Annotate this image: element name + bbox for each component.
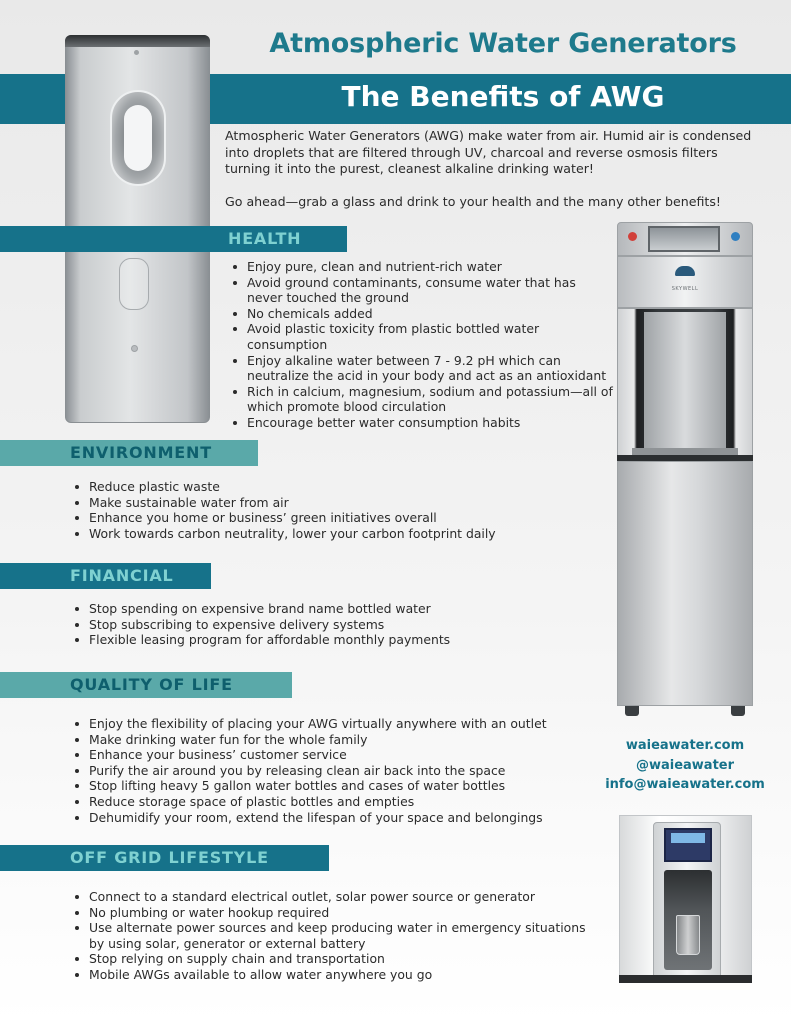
- hot-water-button-icon: [628, 232, 637, 241]
- glass-cup-icon: [676, 915, 700, 955]
- section-bar-offgrid: [0, 845, 329, 871]
- dispenser-upper-panel: [617, 256, 753, 308]
- list-item: Work towards carbon neutrality, lower your carbon footprint daily: [72, 526, 602, 542]
- list-item: Connect to a standard electrical outlet, solar power source or generator: [72, 889, 592, 905]
- list-item: Avoid plastic toxicity from plastic bottled water consumption: [230, 321, 615, 352]
- dispenser-cabinet: [617, 461, 753, 706]
- list-item: Enjoy alkaline water between 7 - 9.2 pH which can neutralize the acid in your body and act as an antioxidant: [230, 353, 615, 384]
- list-item: Enhance your business’ customer service: [72, 747, 612, 763]
- page-subtitle: The Benefits of AWG: [341, 80, 665, 113]
- dispenser-foot: [731, 706, 745, 716]
- section-bar-financial: [0, 563, 211, 589]
- section-heading-offgrid: OFF GRID LIFESTYLE: [70, 848, 269, 867]
- list-item: Make drinking water fun for the whole family: [72, 732, 612, 748]
- section-bar-quality: [0, 672, 292, 698]
- list-item: Dehumidify your room, extend the lifespan of your space and belongings: [72, 810, 612, 826]
- health-list: [230, 259, 615, 431]
- environment-list: [72, 479, 602, 541]
- list-item: Avoid ground contaminants, consume water that has never touched the ground: [230, 275, 615, 306]
- quality-list: [72, 716, 612, 825]
- list-item: Stop lifting heavy 5 gallon water bottles and cases of water bottles: [72, 778, 612, 794]
- brand-logo-icon: [675, 266, 695, 276]
- section-bar-environment: [0, 440, 258, 466]
- section-heading-environment: ENVIRONMENT: [70, 443, 212, 462]
- financial-list: [72, 601, 602, 648]
- intro-paragraph: Atmospheric Water Generators (AWG) make water from air. Humid air is condensed into droplets that are filtered through UV, charcoal and reverse osmosis filters turning it into the purest, cleanest alkaline drinking water!: [225, 128, 752, 176]
- awg-panel-top-edge: [65, 35, 210, 47]
- list-item: Make sustainable water from air: [72, 495, 602, 511]
- list-item: No chemicals added: [230, 306, 615, 322]
- list-item: Flexible leasing program for affordable monthly payments: [72, 632, 602, 648]
- panel-window-inner: [124, 105, 152, 171]
- contact-website[interactable]: waieawater.com: [625, 738, 745, 753]
- list-item: Enjoy the flexibility of placing your AWG virtually anywhere with an outlet: [72, 716, 612, 732]
- list-item: Stop spending on expensive brand name bottled water: [72, 601, 602, 617]
- dispenser-screen: [648, 226, 720, 252]
- section-bar-health: [0, 226, 347, 252]
- countertop-display: [671, 833, 705, 843]
- panel-button-dot: [131, 345, 138, 352]
- list-item: Rich in calcium, magnesium, sodium and potassium—all of which promote blood circulation: [230, 384, 615, 415]
- list-item: No plumbing or water hookup required: [72, 905, 592, 921]
- brand-logo-text: SKYWELL: [671, 286, 699, 292]
- section-heading-health: HEALTH: [228, 229, 302, 248]
- list-item: Stop relying on supply chain and transportation: [72, 951, 592, 967]
- page-title: Atmospheric Water Generators: [269, 28, 737, 59]
- panel-sensor-dot: [134, 50, 139, 55]
- list-item: Use alternate power sources and keep producing water in emergency situations by using solar, generator or external battery: [72, 920, 592, 951]
- cold-water-button-icon: [731, 232, 740, 241]
- dispenser-foot: [625, 706, 639, 716]
- list-item: Reduce plastic waste: [72, 479, 602, 495]
- list-item: Enhance you home or business’ green initiatives overall: [72, 510, 602, 526]
- panel-slot: [119, 258, 149, 310]
- dispenser-bay-inner: [644, 312, 726, 450]
- list-item: Stop subscribing to expensive delivery systems: [72, 617, 602, 633]
- countertop-base: [619, 975, 752, 983]
- intro-paragraph: Go ahead—grab a glass and drink to your health and the many other benefits!: [225, 193, 721, 209]
- list-item: Encourage better water consumption habits: [230, 415, 615, 431]
- section-heading-quality: QUALITY OF LIFE: [70, 675, 233, 694]
- contact-social[interactable]: @waieawater: [635, 758, 735, 773]
- list-item: Reduce storage space of plastic bottles and empties: [72, 794, 612, 810]
- offgrid-list: [72, 889, 592, 983]
- list-item: Enjoy pure, clean and nutrient-rich water: [230, 259, 615, 275]
- list-item: Mobile AWGs available to allow water anywhere you go: [72, 967, 592, 983]
- list-item: Purify the air around you by releasing clean air back into the space: [72, 763, 612, 779]
- section-heading-financial: FINANCIAL: [70, 566, 174, 585]
- intro-text: [225, 128, 765, 210]
- contact-email[interactable]: info@waieawater.com: [605, 777, 765, 792]
